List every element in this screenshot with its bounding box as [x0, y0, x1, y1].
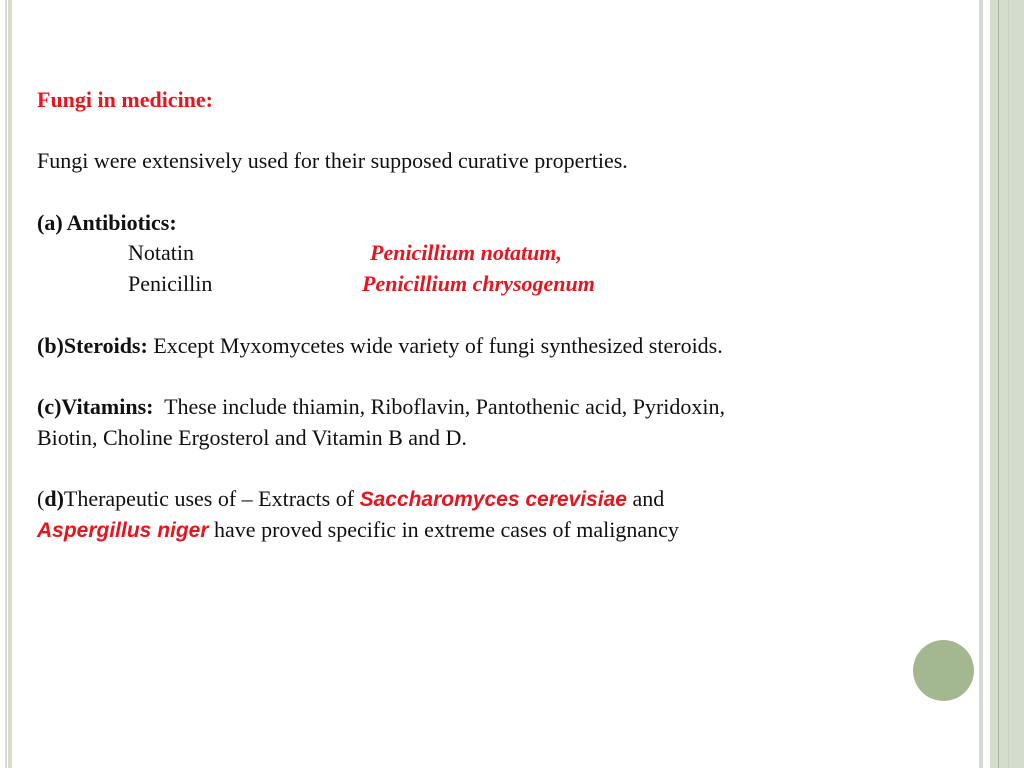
- section-b-text: Except Myxomycetes wide variety of fungi synthesized steroids.: [147, 333, 723, 358]
- species-saccharomyces: Saccharomyces cerevisiae: [359, 488, 627, 511]
- antibiotic-name-1: Notatin: [128, 240, 194, 265]
- left-border-line-outer: [5, 0, 7, 768]
- section-b-marker: (b): [37, 333, 64, 358]
- section-d-line1: [37, 485, 664, 514]
- decorative-circle-icon: [913, 640, 974, 701]
- section-d-text-before: Therapeutic uses of – Extracts of: [63, 486, 360, 511]
- section-c-line2: Biotin, Choline Ergosterol and Vitamin B and D.: [37, 425, 467, 450]
- antibiotic-source-1: Penicillium notatum,: [370, 240, 562, 265]
- right-border-line-thin: [979, 0, 983, 768]
- species-aspergillus: Aspergillus niger: [37, 519, 209, 542]
- section-c-marker: (c): [37, 394, 62, 419]
- section-b: [37, 332, 723, 360]
- section-c-title: Vitamins:: [61, 394, 154, 419]
- section-c-text-1: These include thiamin, Riboflavin, Pantothenic acid, Pyridoxin,: [153, 394, 725, 419]
- antibiotic-source-2: Penicillium chrysogenum: [362, 271, 595, 296]
- right-border-line-light: [1008, 0, 1009, 768]
- section-d-open-paren: (: [37, 486, 45, 511]
- right-border-line-dark: [998, 0, 999, 768]
- intro-text: Fungi were extensively used for their supposed curative properties.: [37, 148, 628, 173]
- slide-title: Fungi in medicine:: [37, 87, 214, 112]
- section-d-text-after: have proved specific in extreme cases of malignancy: [208, 517, 679, 542]
- section-d-text-mid: and: [626, 486, 665, 511]
- antibiotic-name-2: Penicillin: [128, 271, 213, 296]
- section-d-marker: d): [44, 486, 64, 511]
- section-d-line2: [37, 516, 679, 545]
- right-border-band: [990, 0, 1024, 768]
- section-b-title: Steroids:: [63, 333, 148, 358]
- section-a-heading: [37, 209, 177, 237]
- section-a-marker: (a): [37, 210, 63, 235]
- section-c-line1: [37, 393, 725, 421]
- left-border-line-inner: [8, 0, 12, 768]
- section-a-title: Antibiotics:: [66, 210, 177, 235]
